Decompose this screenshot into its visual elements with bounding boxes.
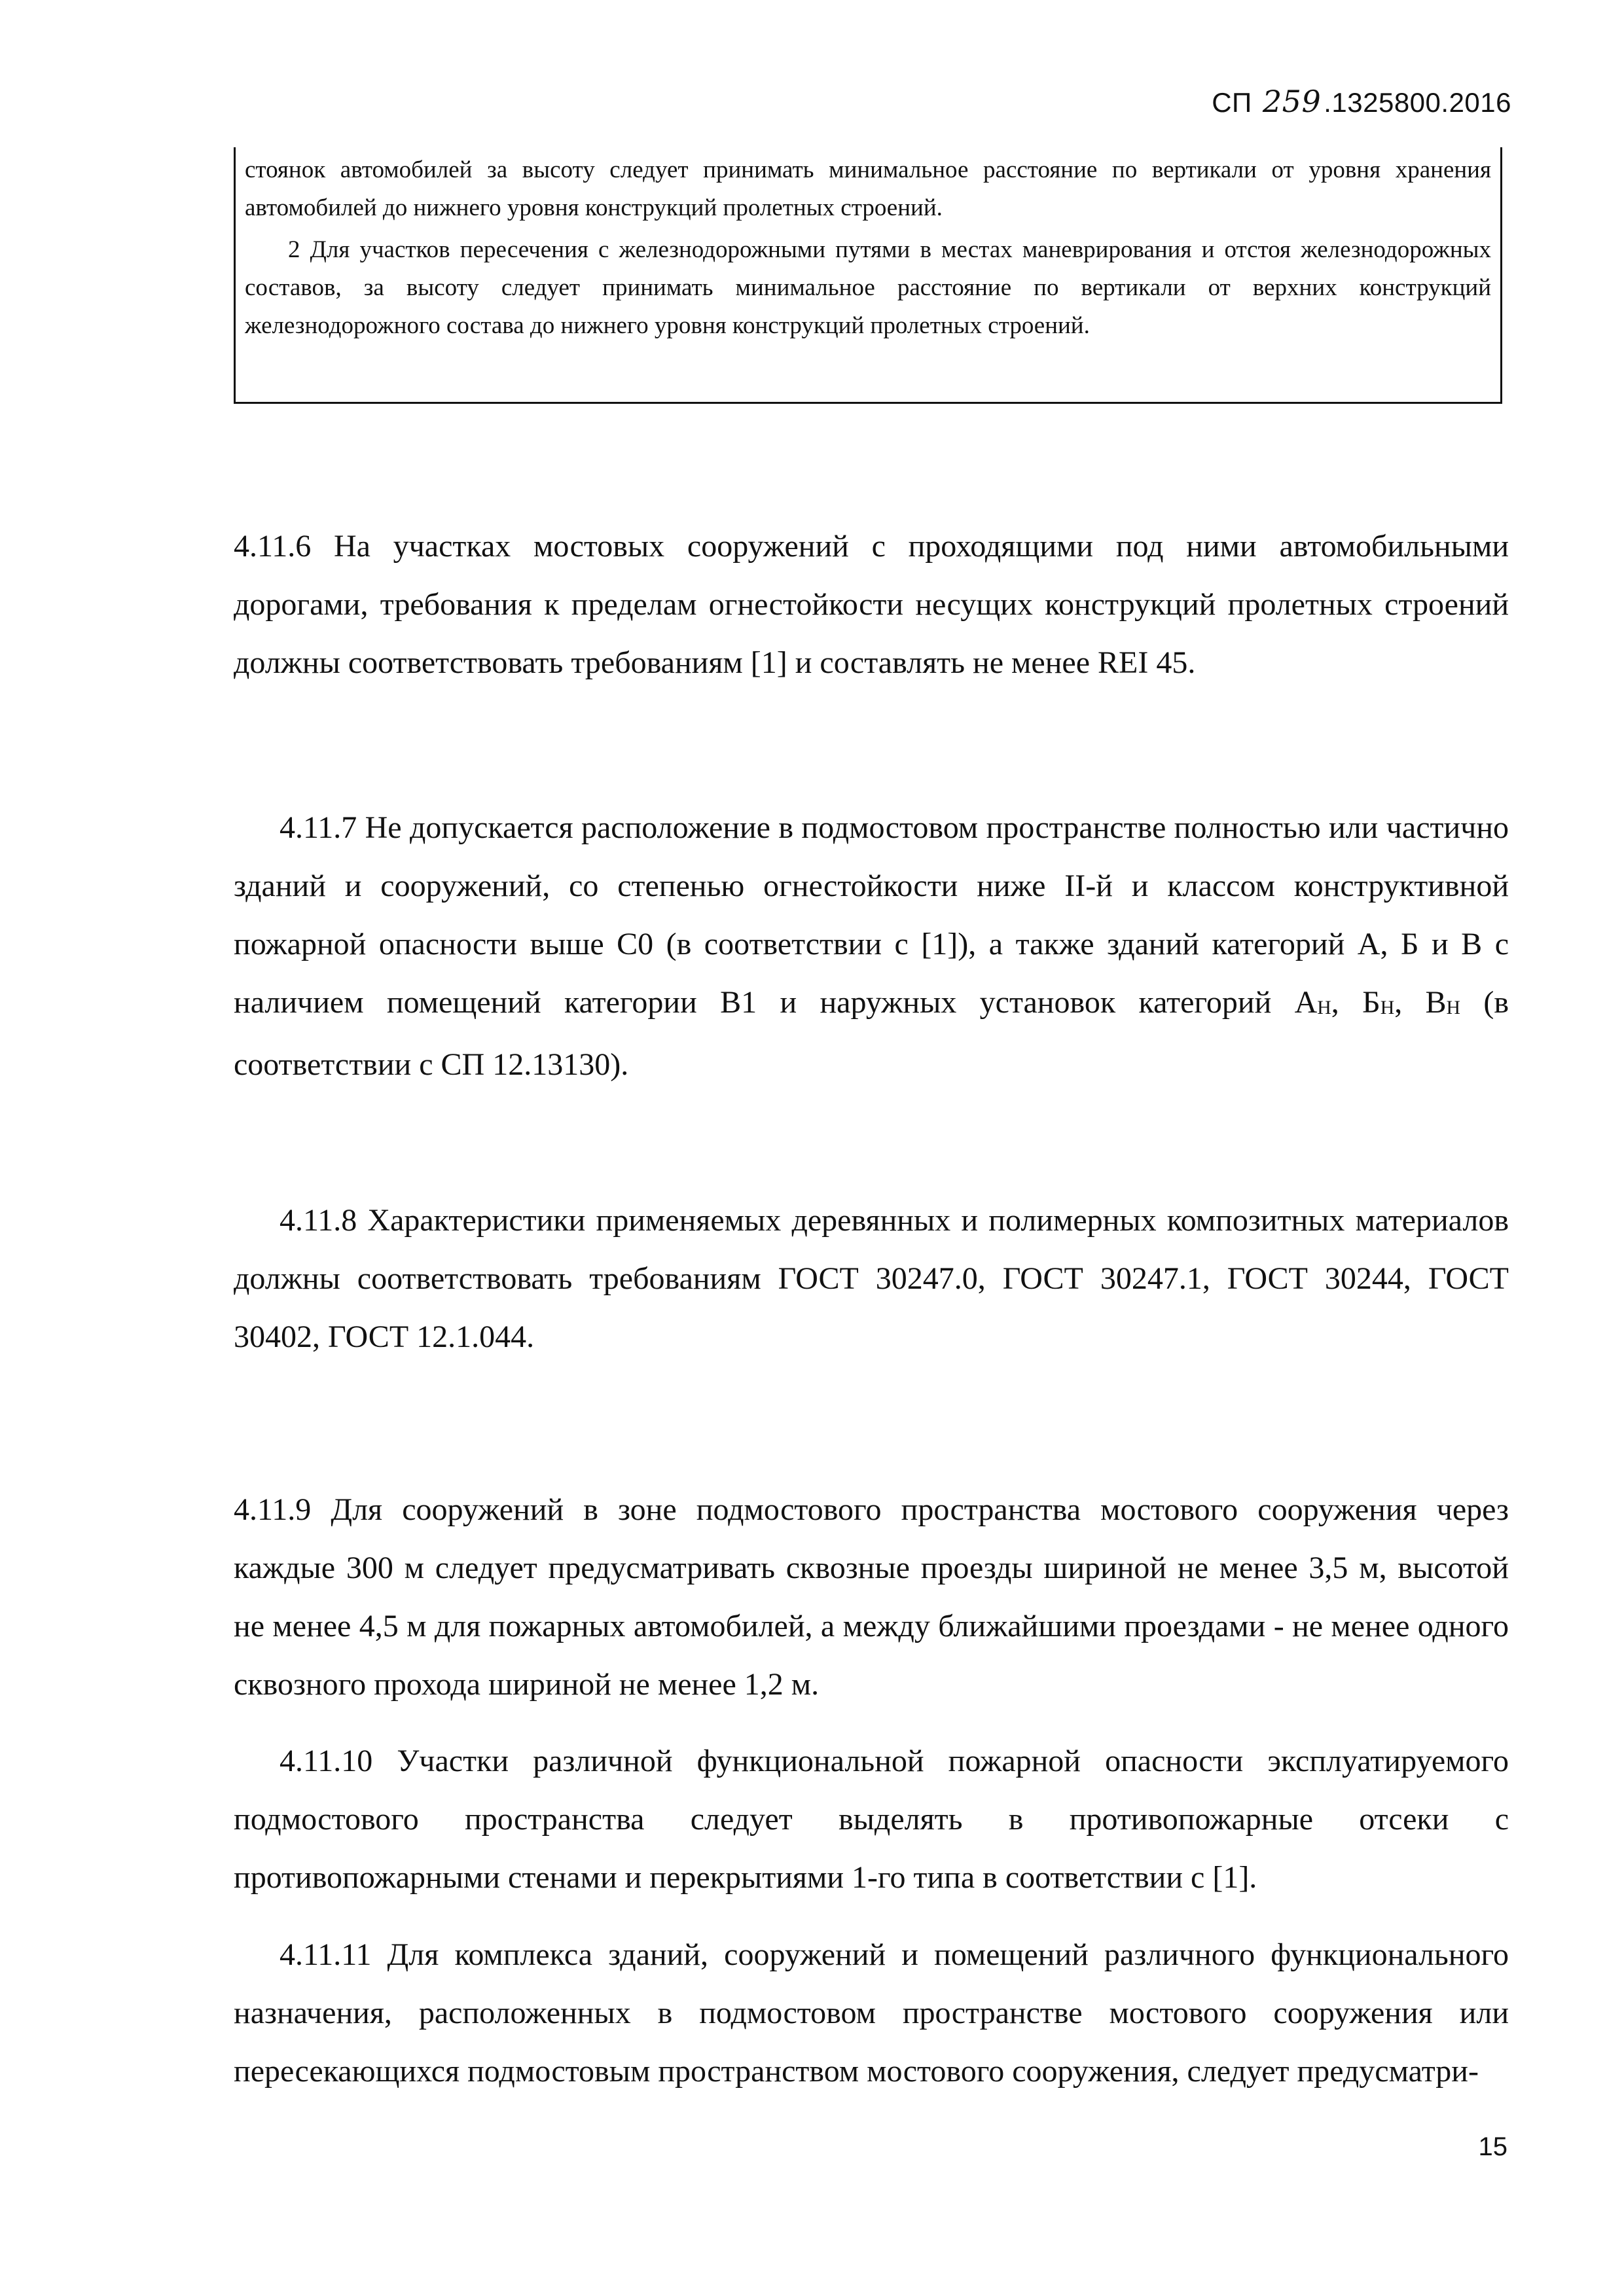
paragraph-4-11-11: 4.11.11 Для комплекса зданий, сооружений и помещений различного функционального назначения, расположенных в подмостовом пространстве мостового сооружения или пересекающихся подмостовым пространством мостового сооружения, следует предусматри- <box>234 1937 1509 2089</box>
paragraph-4-11-7-text: 4.11.7 Не допускается расположение в подмостовом пространстве полностью или частично зданий и сооружений, со степенью огнестойкости ниже II-й и классом конструктивной пожарной опасности выше С0 (в соответствии с [1]), а также зданий категорий А, Б и В с наличием помещений категории В1 и наружных установок категорий <box>234 810 1509 1020</box>
category-v-n: $В_Н$ <box>1425 985 1461 1020</box>
category-a-n: $А_Н$ <box>1294 985 1331 1020</box>
note-continuation: стоянок автомобилей за высоту следует принимать минимальное расстояние по вертикали от уровня хранения автомобилей до нижнего уровня конструкций пролетных строений. <box>245 156 1491 221</box>
paragraph-4-11-7-tail: (в соответствии с СП 12.13130). <box>234 985 1509 1082</box>
paragraph-4-11-7: 4.11.7 Не допускается расположение в подмостовом пространстве полностью или частично зданий и сооружений, со степенью огнестойкости ниже II-й и классом конструктивной пожарной опасности выше С0 (в соответствии с [1]), а также зданий категорий А, Б и В с наличием помещений категории В1 и наружных установок категорий $А_Н$, $Б_Н$, $В_Н$ (в соответствии с СП 12.13130). <box>234 810 1509 1082</box>
category-b-n: $Б_Н$ <box>1362 985 1395 1020</box>
paragraph-4-11-10: 4.11.10 Участки различной функциональной пожарной опасности эксплуатируемого подмостового пространства следует выделять в противопожарные отсеки с противопожарными стенами и перекрытиями 1-го типа в соответствии с [1]. <box>234 1744 1509 1895</box>
handwritten-number: 259 <box>1262 84 1322 119</box>
code-suffix: .1325800.2016 <box>1324 87 1511 118</box>
code-prefix: СП <box>1212 87 1252 118</box>
note-box <box>234 147 1502 404</box>
paragraph-4-11-6: 4.11.6 На участках мостовых сооружений с проходящими под ними автомобильными дорогами, требования к пределам огнестойкости несущих конструкций пролетных строений должны соответствовать требованиям [1] и составлять не менее REI 45. <box>234 529 1509 680</box>
note-2: 2 Для участков пересечения с железнодорожными путями в местах маневрирования и отстоя железнодорожных составов, за высоту следует принимать минимальное расстояние по вертикали от верхних конструкций железнодорожного состава до нижнего уровня конструкций пролетных строений. <box>245 236 1491 339</box>
paragraph-4-11-8: 4.11.8 Характеристики применяемых деревянных и полимерных композитных материалов должны соответствовать требованиям ГОСТ 30247.0, ГОСТ 30247.1, ГОСТ 30244, ГОСТ 30402, ГОСТ 12.1.044. <box>234 1203 1509 1354</box>
page-number: 15 <box>1478 2132 1507 2161</box>
document-code-header <box>1212 84 1511 119</box>
paragraph-4-11-9: 4.11.9 Для сооружений в зоне подмостового пространства мостового сооружения через каждые 300 м следует предусматривать сквозные проезды шириной не менее 3,5 м, высотой не менее 4,5 м для пожарных автомобилей, а между ближайшими проездами - не менее одного сквозного прохода шириной не менее 1,2 м. <box>234 1492 1509 1702</box>
